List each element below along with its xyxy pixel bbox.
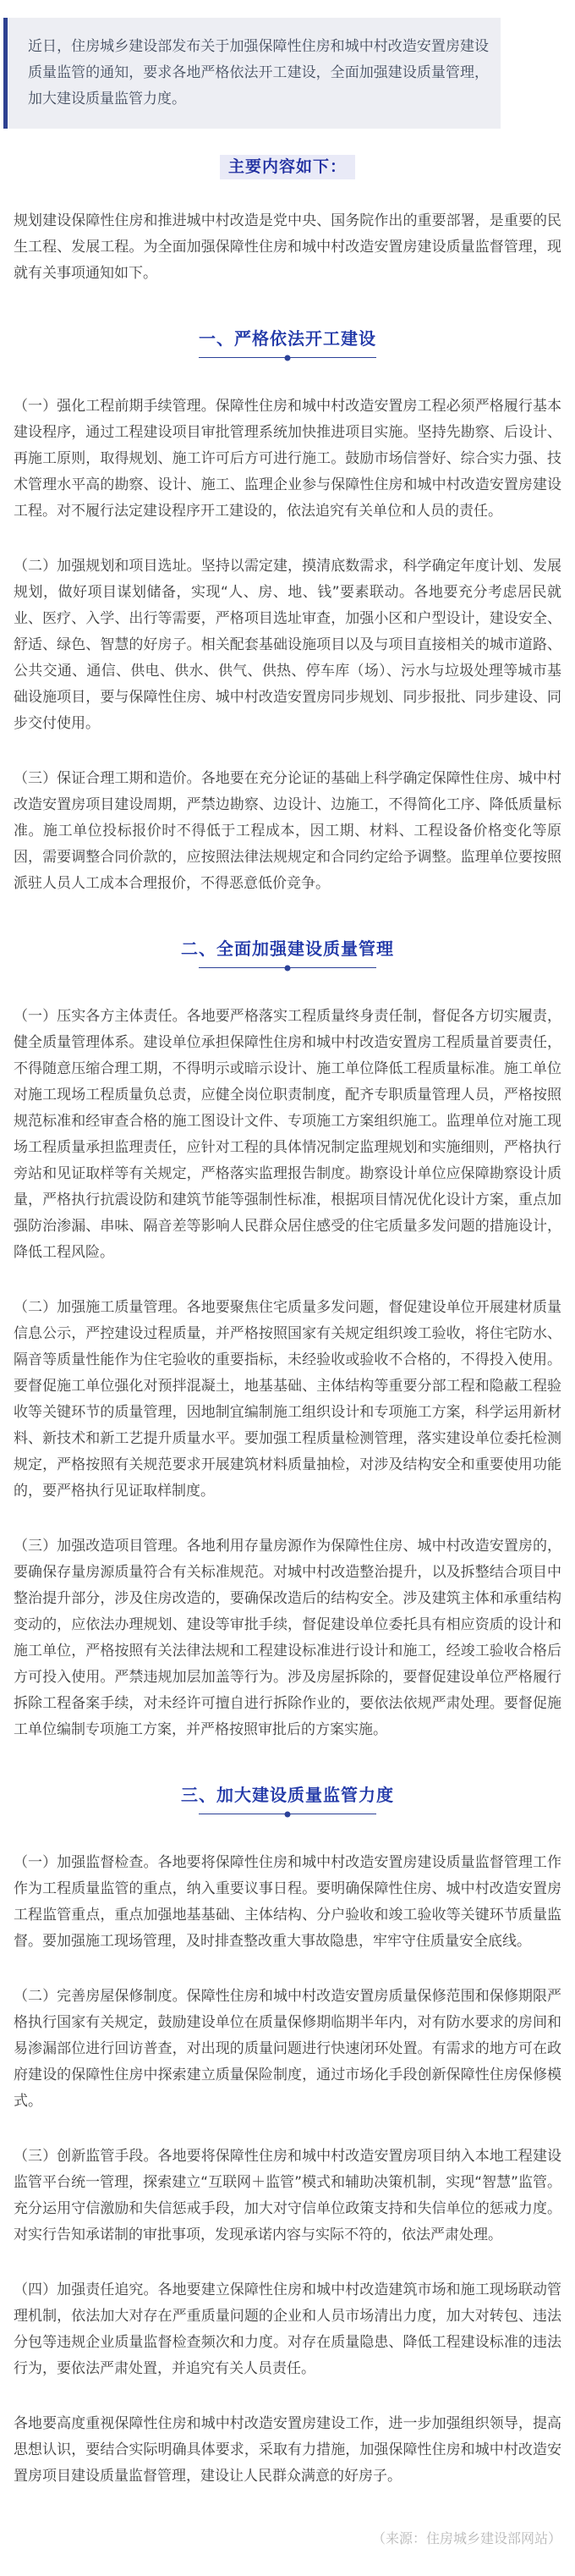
divider-dot-icon [285,1811,291,1817]
paragraph: （二）加强规划和项目选址。坚持以需定建，摸清底数需求，科学确定年度计划、发展规划，做好项目谋划储备，实现“人、房、地、钱”要素联动。各地要充分考虑居民就业、医疗、入学、出行等需要，严格项目选址审查，加强小区和户型设计，建设安全、舒适、绿色、智慧的好房子。相关配套基础设施项目以及与项目直接相关的城市道路、公共交通、通信、供电、供水、供气、供热、停车库（场）、污水与垃圾处理等城市基础设施项目，要与保障性住房、城中村改造安置房同步规划、同步报批、同步建设、同步交付使用。 [14,558,561,732]
section-divider [199,357,376,358]
divider-dot-icon [285,355,291,361]
paragraph: （三）保证合理工期和造价。各地要在充分论证的基础上科学确定保障性住房、城中村改造安置房项目建设周期，严禁边勘察、边设计、边施工，不得简化工序、降低质量标准。施工单位投标报价时不得低于工程成本，因工期、材料、工程设备价格变化等原因，需要调整合同价款的，应按照法律法规规定和合同约定给予调整。监理单位要按照派驻人员人工成本合理报价，不得恶意低价竞争。 [14,770,561,892]
section-3 [0,1784,575,2382]
section-divider [199,967,376,968]
lead-paragraph: 规划建设保障性住房和推进城中村改造是党中央、国务院作出的重要部署，是重要的民生工程、发展工程。为全面加强保障性住房和城中村改造安置房建设质量监督管理，现就有关事项通知如下。 [14,212,561,282]
paragraph: （二）完善房屋保修制度。保障性住房和城中村改造安置房质量保修范围和保修期限严格执行国家有关规定，鼓励建设单位在质量保修期临期半年内，对有防水要求的房间和易渗漏部位进行回访普查，对出现的质量问题进行快速闭环处置。有需求的地方可在政府建设的保障性住房中探索建立质量保险制度，通过市场化手段创新保障性住房保修模式。 [14,1988,561,2110]
paragraph: （四）加强责任追究。各地要建立保障性住房和城中村改造建筑市场和施工现场联动管理机制，依法加大对存在严重质量问题的企业和人员市场清出力度，加大对转包、违法分包等违规企业质量监督检查频次和力度。对存在质量隐患、降低工程建设标准的违法行为，要依法严肃处置，并追究有关人员责任。 [14,2282,561,2377]
intro-highlight-box [3,18,501,129]
paragraph: （三）创新监管手段。各地要将保障性住房和城中村改造安置房项目纳入本地工程建设监管平台统一管理，探索建立“互联网＋监管”模式和辅助决策机制，实现“智慧”监管。充分运用守信激励和失信惩戒手段，加大对守信单位政策支持和失信单位的惩戒力度。对实行告知承诺制的审批事项，发现承诺内容与实际不符的，依法严肃处理。 [14,2148,561,2243]
paragraph: （一）强化工程前期手续管理。保障性住房和城中村改造安置房工程必须严格履行基本建设程序，通过工程建设项目审批管理系统加快推进项目实施。坚持先勘察、后设计、再施工原则，取得规划、施工许可后方可进行施工。鼓励市场信誉好、综合实力强、技术管理水平高的勘察、设计、施工、监理企业参与保障性住房和城中村改造安置房建设工程。对不履行法定建设程序开工建设的，依法追究有关单位和人员的责任。 [14,398,561,520]
badge-row [0,155,575,179]
section-3-title: 三、加大建设质量监管力度 [181,1785,394,1805]
section-2-title: 二、全面加强建设质量管理 [181,938,394,959]
paragraph: （一）加强监督检查。各地要将保障性住房和城中村改造安置房建设质量监督管理工作作为工程质量监管的重点，纳入重要议事日程。要明确保障性住房、城中村改造安置房工程监管重点，重点加强地基基础、主体结构、分户验收和竣工验收等关键环节质量监督。要加强施工现场管理，及时排查整改重大事故隐患，牢牢守住质量安全底线。 [14,1854,561,1950]
intro-text: 近日，住房城乡建设部发布关于加强保障性住房和城中村改造安置房建设质量监管的通知，要求各地严格依法开工建设，全面加强建设质量管理，加大建设质量监管力度。 [28,38,489,107]
divider-dot-icon [285,965,291,971]
section-2 [0,938,575,1743]
paragraph: （二）加强施工质量管理。各地要聚焦住宅质量多发问题，督促建设单位开展建材质量信息公示，严控建设过程质量，并严格按照国家有关规定组织竣工验收，将住宅防水、隔音等质量性能作为住宅验收的重要指标，未经验收或验收不合格的，不得投入使用。要督促施工单位强化对预拌混凝土，地基基础、主体结构等重要分部工程和隐蔽工程验收等关键环节的质量管理，因地制宜编制施工组织设计和专项施工方案，科学运用新材料、新技术和新工艺提升质量水平。要加强工程质量检测管理，落实建设单位委托检测规定，严格按照有关规范要求开展建筑材料质量抽检，对涉及结构安全和重要使用功能的，要严格执行见证取样制度。 [14,1299,561,1500]
main-content-badge: 主要内容如下： [220,155,355,179]
closing-paragraph: 各地要高度重视保障性住房和城中村改造安置房建设工作，进一步加强组织领导，提高思想认识，要结合实际明确具体要求，采取有力措施，加强保障性住房和城中村改造安置房项目建设质量监督管理，建设让人民群众满意的好房子。 [14,2415,561,2485]
paragraph: （一）压实各方主体责任。各地要严格落实工程质量终身责任制，督促各方切实履责，健全质量管理体系。建设单位承担保障性住房和城中村改造安置房工程质量首要责任，不得随意压缩合理工期，不得明示或暗示设计、施工单位降低工程质量标准。施工单位对施工现场工程质量负总责，应健全岗位职责制度，配齐专职质量管理人员，严格按照规范标准和经审查合格的施工图设计文件、专项施工方案组织施工。监理单位对施工现场工程质量承担监理责任，应针对工程的具体情况制定监理规划和实施细则，严格执行旁站和见证取样等有关规定，严格落实监理报告制度。勘察设计单位应保障勘察设计质量，严格执行抗震设防和建筑节能等强制性标准，根据项目情况优化设计方案，重点加强防治渗漏、串味、隔音差等影响人民群众居住感受的住宅质量多发问题的措施设计，降低工程风险。 [14,1008,561,1261]
paragraph: （三）加强改造项目管理。各地利用存量房源作为保障性住房、城中村改造安置房的，要确保存量房源质量符合有关标准规范。对城中村改造整治提升，以及拆整结合项目中整治提升部分，涉及住房改造的，要确保改造后的结构安全。涉及建筑主体和承重结构变动的，应依法办理规划、建设等审批手续，督促建设单位委托具有相应资质的设计和施工单位，严格按照有关法律法规和工程建设标准进行设计和施工，经竣工验收合格后方可投入使用。严禁违规加层加盖等行为。涉及房屋拆除的，要督促建设单位严格履行拆除工程备案手续，对未经许可擅自进行拆除作业的，要依法依规严肃处理。要督促施工单位编制专项施工方案，并严格按照审批后的方案实施。 [14,1538,561,1738]
source-attribution: （来源：住房城乡建设部网站） [371,2530,561,2546]
section-1 [0,328,575,897]
section-1-title: 一、严格依法开工建设 [199,328,376,349]
